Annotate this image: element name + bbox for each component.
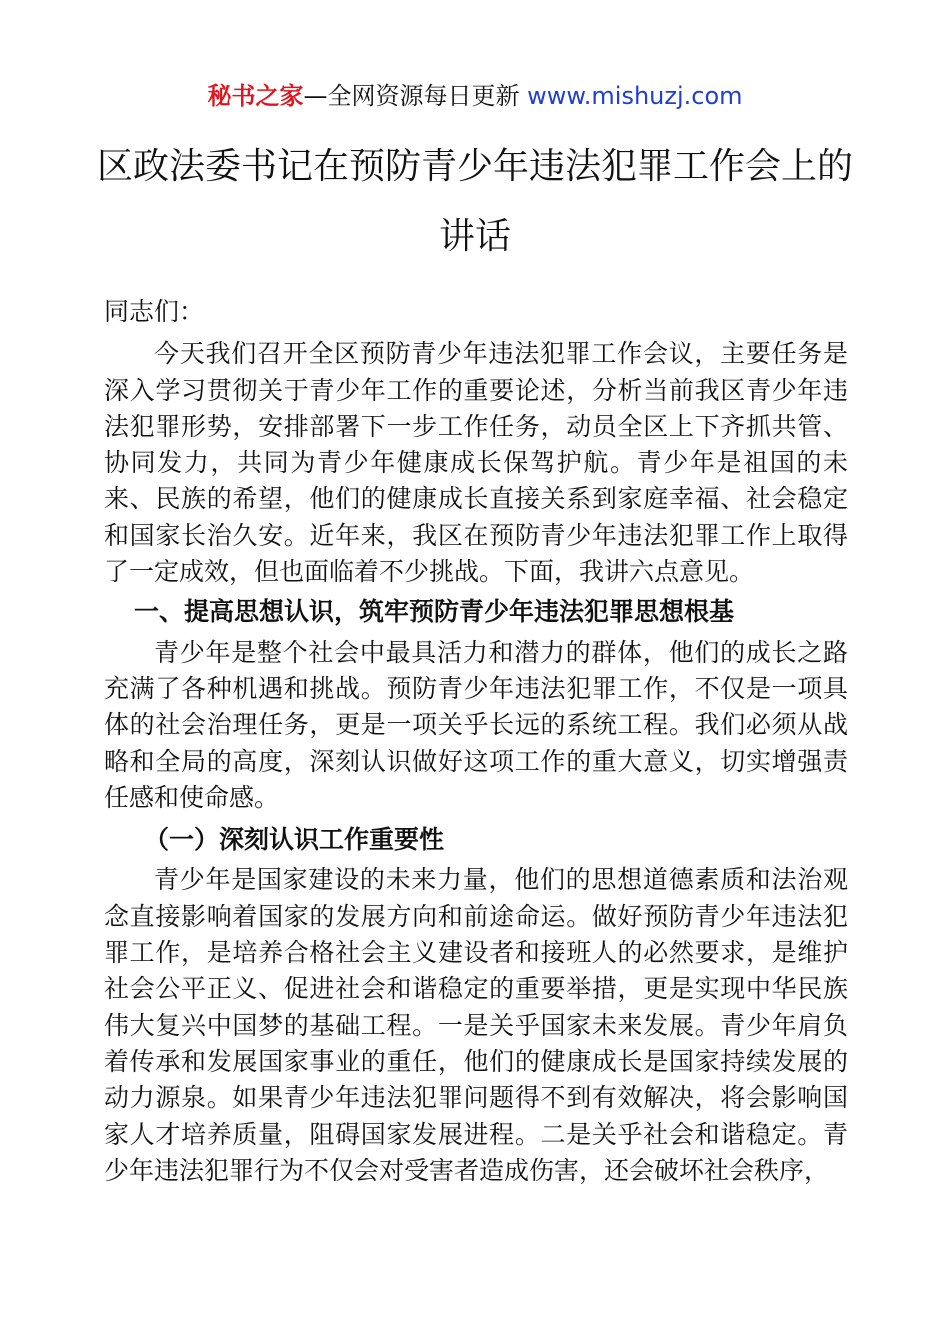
subsection-paragraph: 青少年是国家建设的未来力量，他们的思想道德素质和法治观念直接影响着国家的发展方向和前途命运。做好预防青少年违法犯罪工作，是培养合格社会主义建设者和接班人的必然要求，是维护社会公平正义、促进社会和谐稳定的重要举措，更是实现中华民族伟大复兴中国梦的基础工程。一是关乎国家未来发展。青少年肩负着传承和发展国家事业的重任，他们的健康成长是国家持续发展的动力源泉。如果青少年违法犯罪问题得不到有效解决，将会影响国家人才培养质量，阻碍国家发展进程。二是关乎社会和谐稳定。青少年违法犯罪行为不仅会对受害者造成伤害，还会破坏社会秩序， [104,865,848,1185]
section-heading: 一、提高思想认识，筑牢预防青少年违法犯罪思想根基 [134,597,735,627]
banner-brand: 秘书之家 [207,82,304,110]
banner-url-link[interactable]: www.mishuzj.com [527,82,743,110]
document-body [104,294,848,1189]
intro-paragraph: 今天我们召开全区预防青少年违法犯罪工作会议，主要任务是深入学习贯彻关于青少年工作的重要论述，分析当前我区青少年违法犯罪形势，安排部署下一步工作任务，动员全区上下齐抓共管、协同发力，共同为青少年健康成长保驾护航。青少年是祖国的未来、民族的希望，他们的健康成长直接关系到家庭幸福、社会稳定和国家长治久安。近年来，我区在预防青少年违法犯罪工作上取得了一定成效，但也面临着不少挑战。下面，我讲六点意见。 [104,339,848,587]
section-paragraph: 青少年是整个社会中最具活力和潜力的群体，他们的成长之路充满了各种机遇和挑战。预防青少年违法犯罪工作，不仅是一项具体的社会治理任务，更是一项关乎长远的系统工程。我们必须从战略和全局的高度，深刻认识做好这项工作的重大意义，切实增强责任感和使命感。 [104,637,848,812]
banner-tagline: —全网资源每日更新 [303,82,528,110]
site-banner [0,80,950,112]
document-title: 区政法委书记在预防青少年违法犯罪工作会上的讲话 [96,146,853,257]
salutation: 同志们： [104,297,205,326]
subsection-heading: （一）深刻认识工作重要性 [144,825,445,855]
